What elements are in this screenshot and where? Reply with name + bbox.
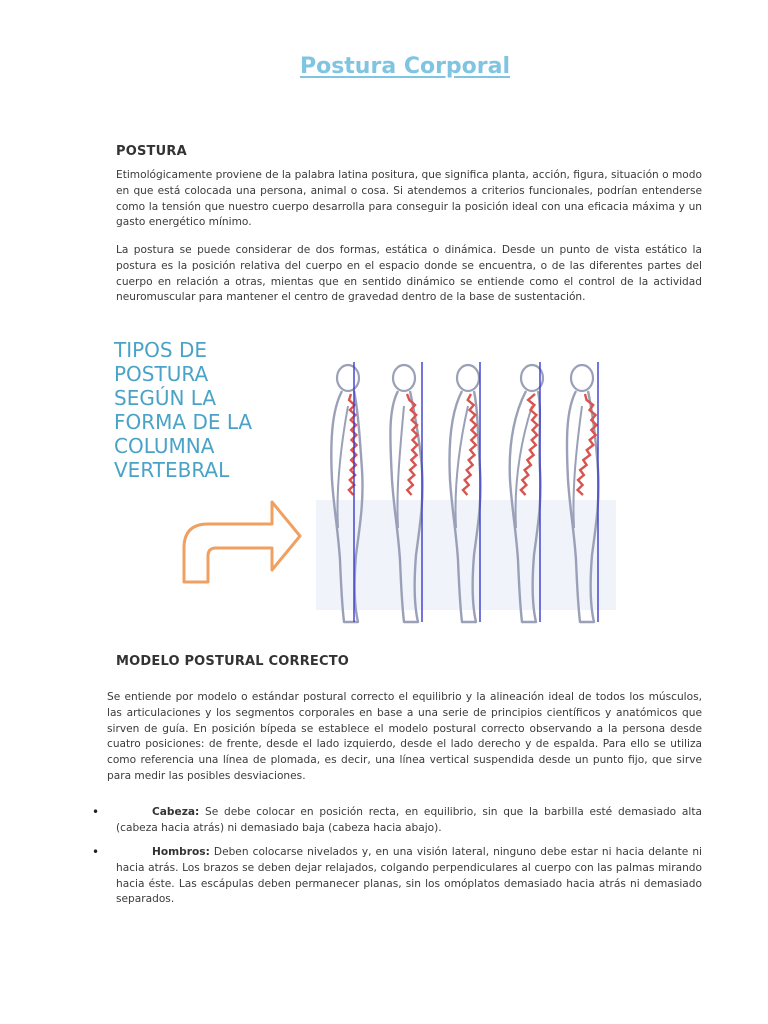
figure-spine bbox=[463, 394, 476, 495]
bullet-marker: • bbox=[92, 845, 100, 859]
caption-line: FORMA DE LA bbox=[114, 410, 253, 434]
caption-line: POSTURA bbox=[114, 362, 209, 386]
figure-spine bbox=[407, 394, 417, 495]
caption-line: SEGÚN LA bbox=[114, 386, 217, 410]
figure-spine bbox=[521, 394, 538, 495]
bullet-text: Se debe colocar en posición recta, en equilibrio, sin que la barbilla esté demasiado alta (cabeza hacia atrás) ni demasiado baja (cabeza hacia abajo). bbox=[116, 806, 702, 834]
bullet-item-cabeza bbox=[116, 805, 702, 837]
paragraph-formas-postura: La postura se puede considerar de dos formas, estática o dinámica. Desde un punto de vista estático la postura es la posición relativa del cuerpo en el espacio donde se encuentra, o de las diferentes partes del cuerpo en relación a otras, mientas que en sentido dinámico se entiende como el control de la actividad neuromuscular para mantener el centro de gravedad dentro de la base de sustentación. bbox=[116, 244, 702, 304]
bullet-marker: • bbox=[92, 805, 100, 819]
section-heading-modelo: MODELO POSTURAL CORRECTO bbox=[116, 654, 350, 669]
figure-head bbox=[393, 365, 415, 391]
page-title: Postura Corporal bbox=[299, 54, 511, 79]
section-heading-postura: POSTURA bbox=[116, 144, 187, 159]
figure-spine bbox=[578, 394, 597, 495]
bullet-item-hombros bbox=[116, 845, 702, 908]
paragraph-modelo-postural: Se entiende por modelo o estándar postural correcto el equilibrio y la alineación ideal de todos los músculos, las articulaciones y los segmentos corporales en base a una serie de principios científicos y anatómicos que sirven de guía. En posición bípeda se establece el modelo postural correcto observando a la persona desde cuatro posiciones: de frente, desde el lado izquierdo, desde el lado derecho y de espalda. Para ello se utiliza como referencia una línea de plomada, es decir, una línea vertical suspendida desde un punto fijo, que sirve para medir las posibles desviaciones. bbox=[107, 691, 702, 782]
caption-line: TIPOS DE bbox=[114, 338, 208, 362]
figure-head bbox=[457, 365, 479, 391]
figure-head bbox=[337, 365, 359, 391]
bullet-text: Deben colocarse nivelados y, en una visión lateral, ninguno debe estar ni hacia delante ni hacia atrás. Los brazos se deben dejar relajados, colgando perpendiculares al cuerpo con las palmas mirando hacia éste. Las escápulas deben permanecer planas, sin los omóplatos demasiado hacia atrás ni demasiado separados. bbox=[116, 846, 702, 906]
paragraph-etimologia: Etimológicamente proviene de la palabra latina positura, que significa planta, acción, figura, situación o modo en que está colocada una persona, animal o cosa. Si atendemos a criterios funcionales, podrían entenderse como la tensión que nuestro cuerpo desarrolla para conseguir la posición ideal con una eficacia máxima y un gasto energético mínimo. bbox=[116, 169, 702, 229]
caption-line: COLUMNA bbox=[114, 434, 215, 458]
figure-caption bbox=[114, 338, 284, 482]
figure-spine bbox=[349, 394, 357, 495]
figure-head bbox=[571, 365, 593, 391]
bullet-term: Hombros: bbox=[152, 846, 210, 858]
caption-line: VERTEBRAL bbox=[114, 458, 230, 482]
bullet-term: Cabeza: bbox=[152, 806, 200, 818]
curved-arrow-icon bbox=[180, 496, 304, 586]
posture-figures-illustration bbox=[316, 360, 616, 628]
